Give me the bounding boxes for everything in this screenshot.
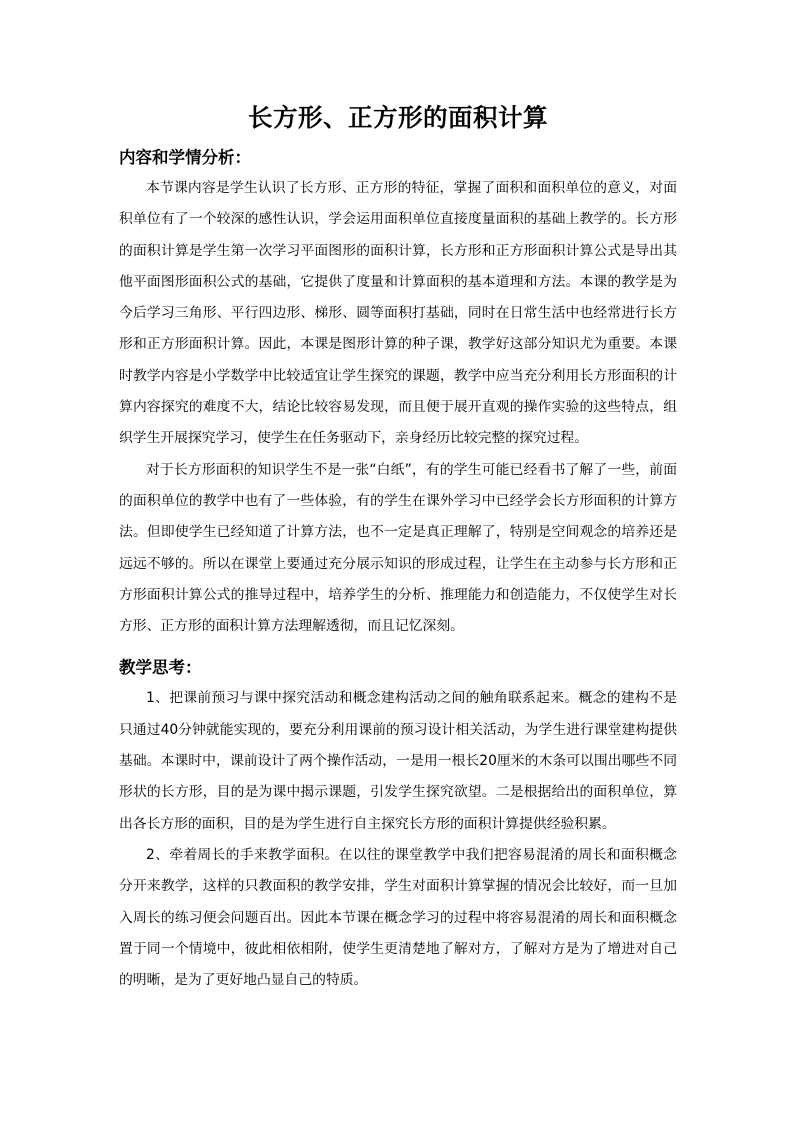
document-title: 长方形、正方形的面积计算 [248,103,548,132]
paragraph: 对于长方形面积的知识学生不是一张“白纸”，有的学生可能已经看书了解了一些，前面的面积单位的教学中也有了一些体验，有的学生在课外学习中已经学会长方形面积的计算方法。但即使学生已经知道了计算方法，也不一定是真正理解了，特别是空间观念的培养还是远远不够的。所以在课堂上要通过充分展示知识的形成过程，让学生在主动参与长方形和正方形面积计算公式的推导过程中，培养学生的分析、推理能力和创造能力，不仅使学生对长方形、正方形的面积计算方法理解透彻，而且记忆深刻。 [119,461,677,635]
paragraph: 1、把课前预习与课中探究活动和概念建构活动之间的触角联系起来。概念的建构不是只通过40分钟就能实现的，要充分利用课前的预习设计相关活动，为学生进行课堂建构提供基础。本课时中，课前设计了两个操作活动，一是用一根长20厘米的木条可以围出哪些不同形状的长方形，目的是为课中揭示课题，引发学生探究欲望。二是根据给出的面积单位，算出各长方形的面积，目的是为学生进行自主探究长方形的面积计算提供经验积累。 [119,690,677,832]
section-teaching-reflection [119,654,677,996]
section-heading: 教学思考： [119,658,202,678]
section-content-analysis [119,144,677,642]
paragraph: 2、牵着周长的手来教学面积。在以往的课堂教学中我们把容易混淆的周长和面积概念分开来教学，这样的只教面积的教学安排，学生对面积计算掌握的情况会比较好，而一旦加入周长的练习便会问题百出。因此本节课在概念学习的过程中将容易混淆的周长和面积概念置于同一个情境中，彼此相依相附，使学生更清楚地了解对方，了解对方是为了增进对自己的明晰，是为了更好地凸显自己的特质。 [119,846,677,989]
document-page [119,98,677,996]
section-heading: 内容和学情分析： [119,148,251,167]
paragraph: 本节课内容是学生认识了长方形、正方形的特征，掌握了面积和面积单位的意义，对面积单位有了一个较深的感性认识，学会运用面积单位直接度量面积的基础上教学的。长方形的面积计算是学生第一次学习平面图形的面积计算，长方形和正方形面积计算公式是导出其他平面图形面积公式的基础，它提供了度量和计算面积的基本道理和方法。本课的教学是为今后学习三角形、平行四边形、梯形、圆等面积打基础，同时在日常生活中也经常进行长方形和正方形面积计算。因此，本课是图形计算的种子课，教学好这部分知识尤为重要。本课时教学内容是小学数学中比较适宜让学生探究的课题，教学中应当充分利用长方形面积的计算内容探究的难度不大，结论比较容易发现，而且便于展开直观的操作实验的这些特点，组织学生开展探究学习，使学生在任务驱动下，亲身经历比较完整的探究过程。 [119,180,677,447]
